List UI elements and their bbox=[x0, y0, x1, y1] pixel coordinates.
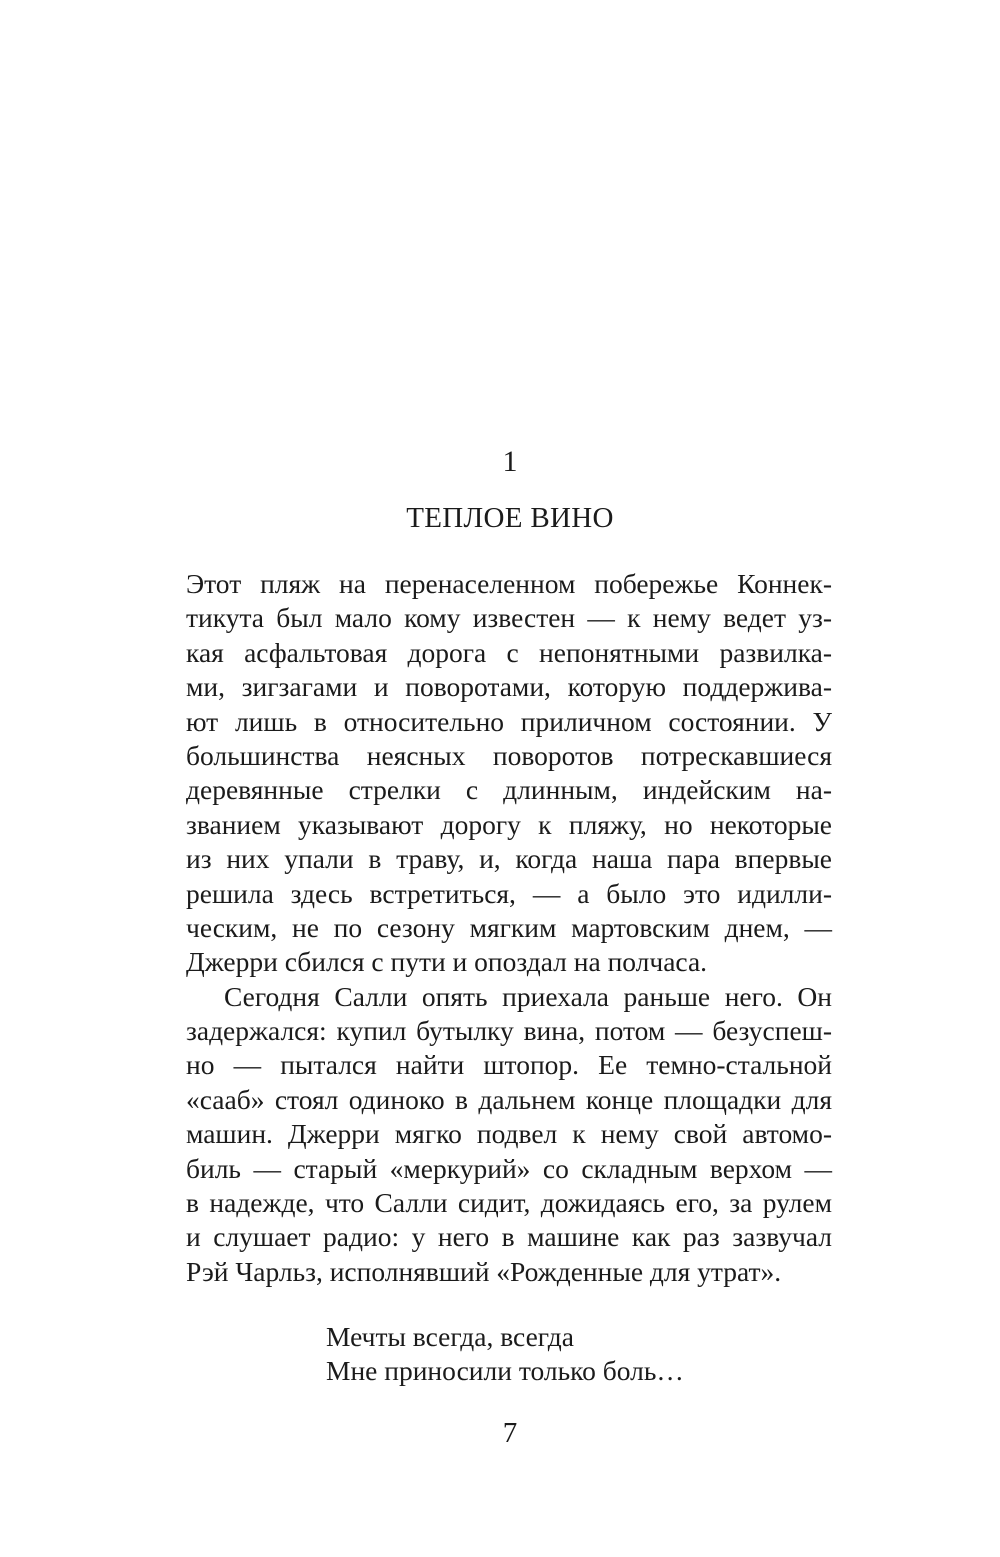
text-line: в надежде, что Салли сидит, дожидаясь его, за рулем bbox=[186, 1187, 832, 1219]
text-line: биль — старый «меркурий» со складным верхом — bbox=[186, 1152, 832, 1184]
text-line: Сегодня Салли опять приехала раньше него. Он bbox=[224, 980, 832, 1012]
page-number: 7 bbox=[502, 1417, 518, 1449]
text-line: из них упали в траву, и, когда наша пара впервые bbox=[186, 843, 832, 875]
text-line: ческим, не по сезону мягким мартовским днем, — bbox=[186, 911, 832, 943]
body-text bbox=[186, 567, 832, 1289]
text-line: но — пытался найти штопор. Ее темно-стальной bbox=[186, 1049, 832, 1081]
text-line: большинства неясных поворотов потрескавшиеся bbox=[186, 739, 832, 771]
paragraph bbox=[186, 980, 832, 1290]
text-line: задержался: купил бутылку вина, потом — безуспеш- bbox=[186, 1015, 832, 1047]
text-line: деревянные стрелки с длинным, индейским на- bbox=[186, 774, 832, 806]
text-line: ют лишь в относительно приличном состоянии. У bbox=[186, 705, 832, 737]
text-line: ми, зигзагами и поворотами, которую поддержива- bbox=[186, 671, 832, 703]
chapter-title: ТЕПЛОЕ ВИНО bbox=[406, 502, 614, 534]
text-line: Джерри сбился с пути и опоздал на полчаса. bbox=[186, 946, 708, 978]
text-line: званием указывают дорогу к пляжу, но некоторые bbox=[186, 808, 832, 840]
text-line: и слушает радио: у него в машине как раз зазвучал bbox=[186, 1221, 832, 1253]
text-line: решила здесь встретиться, — а было это идилли- bbox=[186, 877, 832, 909]
text-line: машин. Джерри мягко подвел к нему свой автомо- bbox=[186, 1118, 832, 1150]
paragraph bbox=[186, 567, 832, 980]
text-line: Этот пляж на перенаселенном побережье Коннек- bbox=[186, 568, 832, 599]
chapter-number: 1 bbox=[502, 445, 518, 478]
text-line: «сааб» стоял одиноко в дальнем конце площадки для bbox=[186, 1083, 832, 1115]
text-line: кая асфальтовая дорога с непонятными развилка- bbox=[186, 636, 832, 668]
verse-line: Мечты всегда, всегда bbox=[326, 1321, 574, 1352]
verse-quote bbox=[326, 1320, 826, 1388]
verse-line: Мне приносили только боль… bbox=[326, 1355, 684, 1386]
text-line: тикута был мало кому известен — к нему ведет уз- bbox=[186, 602, 832, 634]
text-line: Рэй Чарльз, исполнявший «Рожденные для утрат». bbox=[186, 1255, 782, 1287]
